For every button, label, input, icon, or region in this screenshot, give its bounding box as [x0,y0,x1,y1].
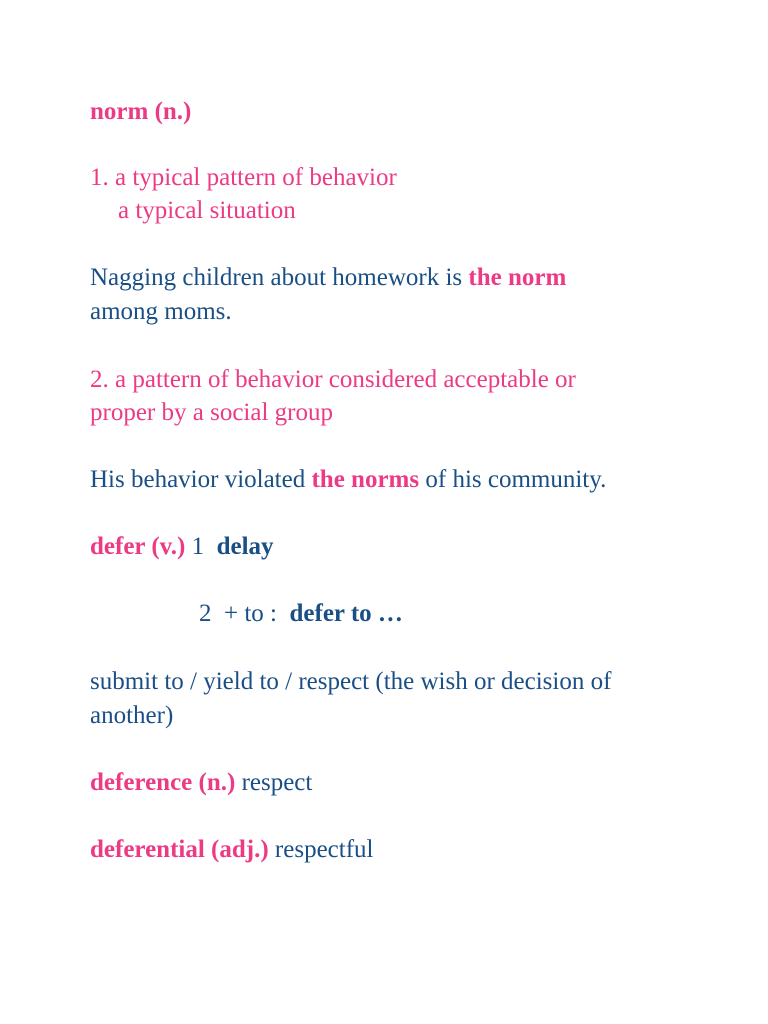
norm-sense1-line1: 1. a typical pattern of behavior [90,164,397,191]
defer-sense2-number: 2 + to : [199,600,290,627]
norm-example1-highlight: the norm [468,264,567,291]
defer-line [90,530,274,564]
norm-example1-line1 [90,261,566,295]
norm-example2-after: of his community. [419,466,607,493]
norm-example1-text: Nagging children about homework is [90,264,469,291]
deferential-meaning: respectful [268,836,374,863]
defer-sense1-word: delay [216,533,274,560]
norm-example2 [90,463,606,497]
deference-line [90,766,312,800]
defer-sense1-number: 1 [185,533,217,560]
norm-example2-before: His behavior violated [90,466,312,493]
norm-headword: norm (n.) [90,98,192,125]
deferential-headword: deferential (adj.) [90,836,269,863]
defer-headword: defer (v.) [90,533,186,560]
deference-headword: deference (n.) [90,769,236,796]
deference-meaning: respect [235,769,313,796]
norm-example2-highlight: the norms [311,466,420,493]
defer-definition-line2: another) [90,702,174,729]
defer-sense2-line [199,597,403,631]
norm-example1-line2: among moms. [90,298,232,325]
norm-sense2-line1: 2. a pattern of behavior considered acceptable or [90,366,576,393]
defer-sense2-phrase: defer to … [289,600,403,627]
deferential-line [90,833,373,867]
defer-definition-line1: submit to / yield to / respect (the wish or decision of [90,668,612,695]
norm-sense2-line2: proper by a social group [90,399,333,426]
norm-sense1-line2: a typical situation [118,197,296,224]
